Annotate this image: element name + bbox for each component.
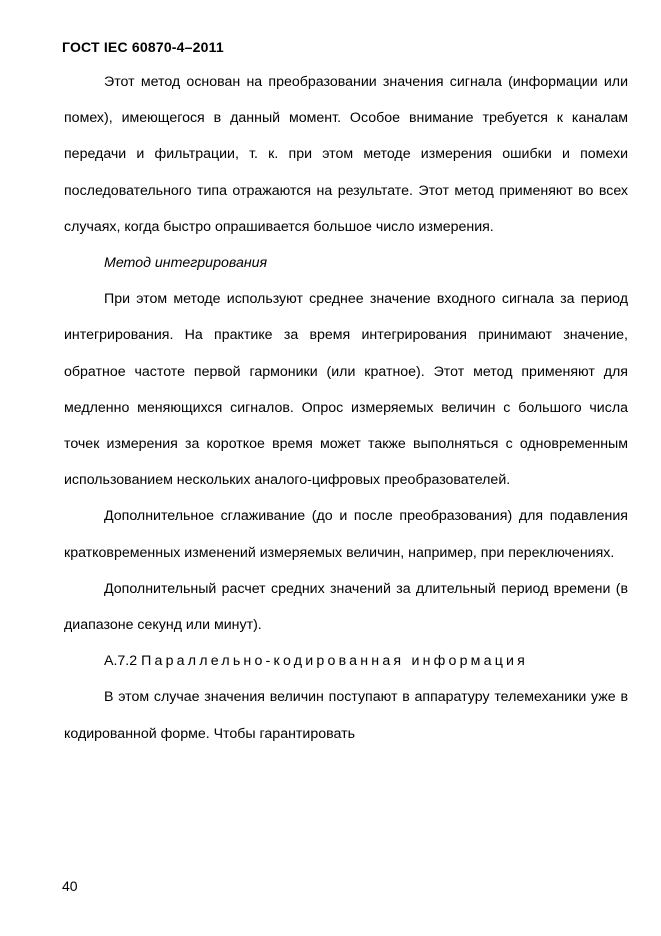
paragraph-coded-information: В этом случае значения величин поступают в аппаратуру телемеханики уже в кодированной форме. Чтобы гарантировать [64, 689, 628, 742]
section-heading-a72 [64, 643, 628, 679]
document-body [64, 64, 628, 752]
paragraph-average-calculation: Дополнительный расчет средних значений за длительный период времени (в диапазоне секунд или минут). [64, 580, 628, 634]
subheading-integration-method: Метод интегрирования [104, 255, 268, 272]
document-header: ГОСТ IEC 60870-4–2011 [62, 39, 224, 55]
paragraph-conversion-method: Этот метод основан на преобразовании значения сигнала (информации или помех), имеющегося в данный момент. Особое внимание требуется к каналам передачи и фильтрации, т. к. при этом методе измерения ошибки и помехи последовательного типа отражаются на результате. Этот метод применяют во всех случаях, когда быстро опрашивается большое число измерения. [64, 74, 628, 235]
paragraph-integration-method: При этом методе используют среднее значение входного сигнала за период интегрирования. На практике за время интегрирования принимают значение, обратное частоте первой гармоники (или кратное). Этот метод применяют для медленно меняющихся сигналов. Опрос измеряемых величин с большого числа точек измерения за короткое время может также выполняться с одновременным использованием нескольких аналого-цифровых преобразователей. [64, 291, 628, 489]
page-number: 40 [62, 878, 78, 894]
paragraph-smoothing: Дополнительное сглаживание (до и после преобразования) для подавления кратковременных изменений измеряемых величин, например, при переключениях. [64, 508, 628, 561]
section-number: А.7.2 [104, 653, 138, 670]
section-title: Параллельно-кодированная информация [141, 653, 529, 670]
